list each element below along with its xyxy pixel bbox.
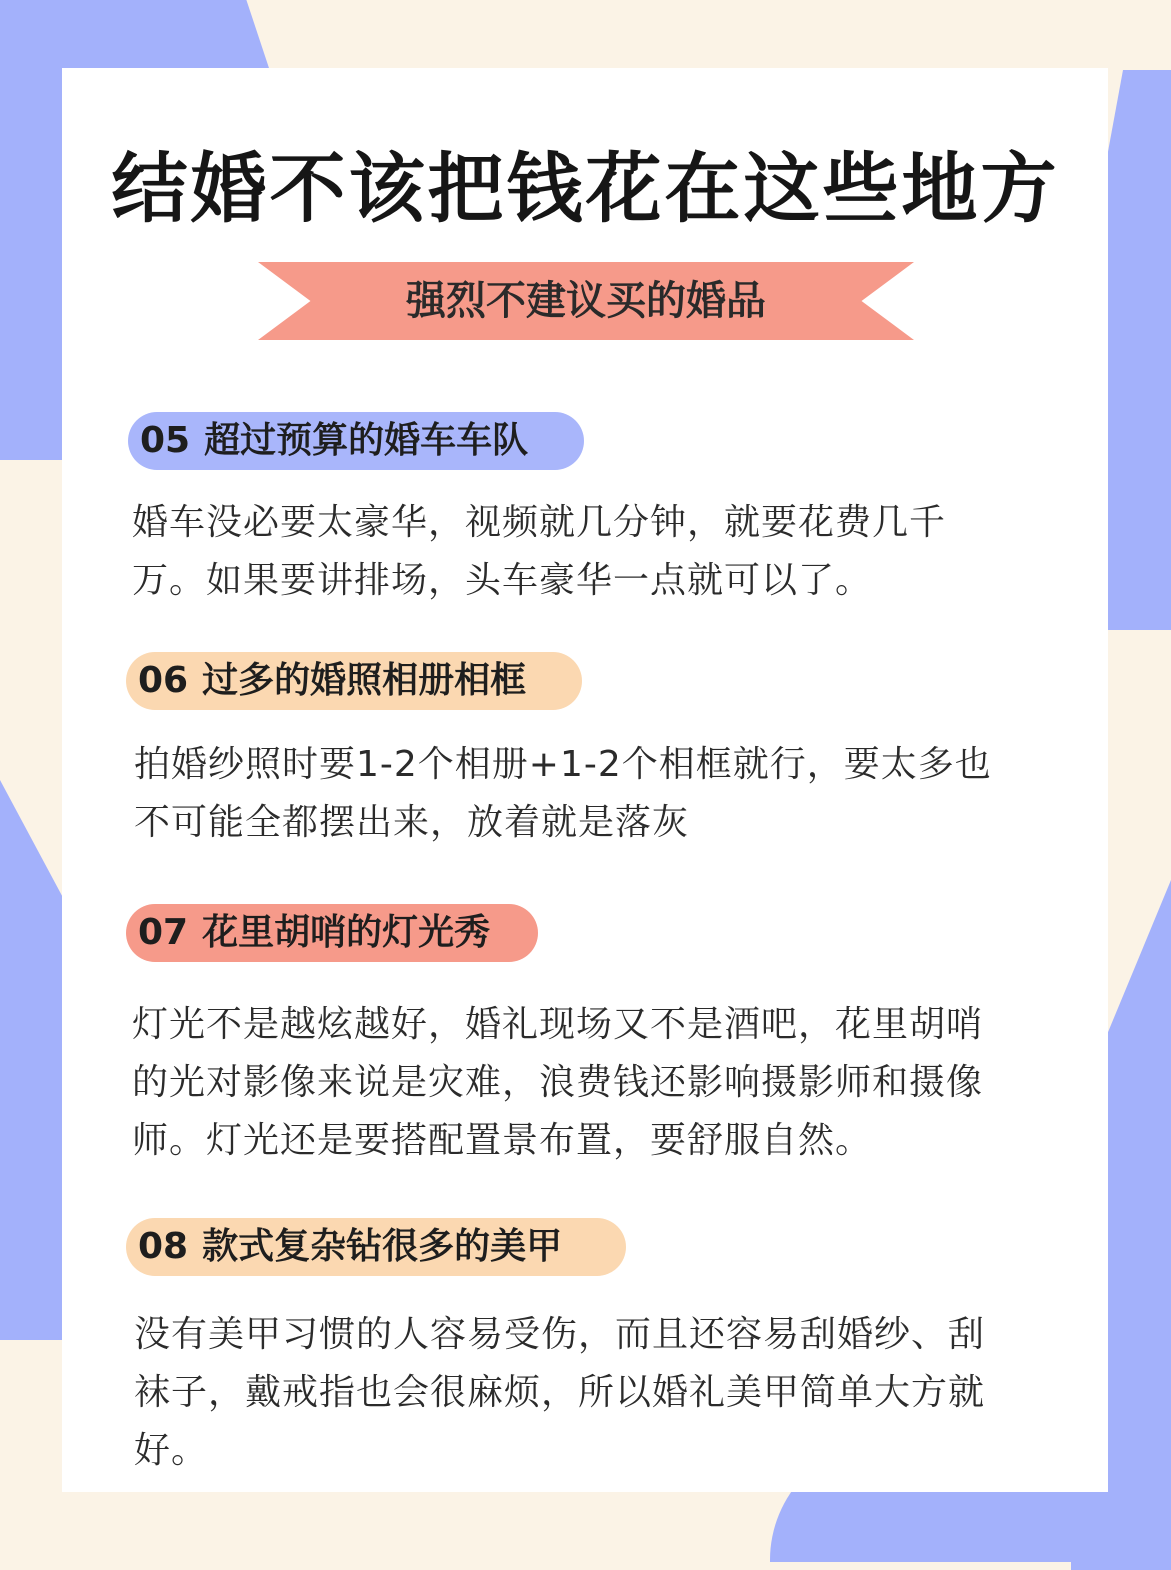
subtitle-text: 强烈不建议买的婚品 <box>406 278 766 324</box>
body-line: 婚车没必要太豪华，视频就几分钟，就要花费几千 <box>132 502 947 543</box>
section-body-06 <box>134 736 992 852</box>
section-body-05 <box>132 494 946 610</box>
page-title: 结婚不该把钱花在这些地方 <box>111 144 1060 233</box>
section-number: 07 <box>138 912 189 953</box>
section-number: 06 <box>138 660 189 701</box>
section-number: 08 <box>138 1226 189 1267</box>
section-title: 款式复杂钻很多的美甲 <box>202 1226 563 1267</box>
body-line: 万。如果要讲排场，头车豪华一点就可以了。 <box>132 560 873 601</box>
section-body-08 <box>134 1306 985 1480</box>
body-line: 灯光不是越炫越好，婚礼现场又不是酒吧，花里胡哨 <box>132 1004 984 1045</box>
body-line: 的光对影像来说是灾难，浪费钱还影响摄影师和摄像 <box>132 1062 984 1103</box>
section-number: 05 <box>140 420 191 461</box>
body-line: 没有美甲习惯的人容易受伤，而且还容易刮婚纱、刮 <box>134 1314 986 1355</box>
section-heading-07 <box>126 904 538 962</box>
section-title: 超过预算的婚车车队 <box>204 420 529 461</box>
body-line: 袜子，戴戒指也会很麻烦，所以婚礼美甲简单大方就 <box>134 1372 986 1413</box>
body-line: 好。 <box>134 1430 209 1471</box>
section-heading-06 <box>126 652 582 710</box>
section-heading-08 <box>126 1218 626 1276</box>
section-title: 过多的婚照相册相框 <box>202 660 527 701</box>
body-line: 不可能全都摆出来，放着就是落灰 <box>134 802 690 843</box>
section-heading-05 <box>128 412 584 470</box>
section-title: 花里胡哨的灯光秀 <box>202 912 491 953</box>
body-line: 拍婚纱照时要1-2个相册+1-2个相框就行，要太多也 <box>134 744 992 785</box>
body-line: 师。灯光还是要搭配置景布置，要舒服自然。 <box>132 1120 873 1161</box>
section-body-07 <box>132 996 983 1170</box>
